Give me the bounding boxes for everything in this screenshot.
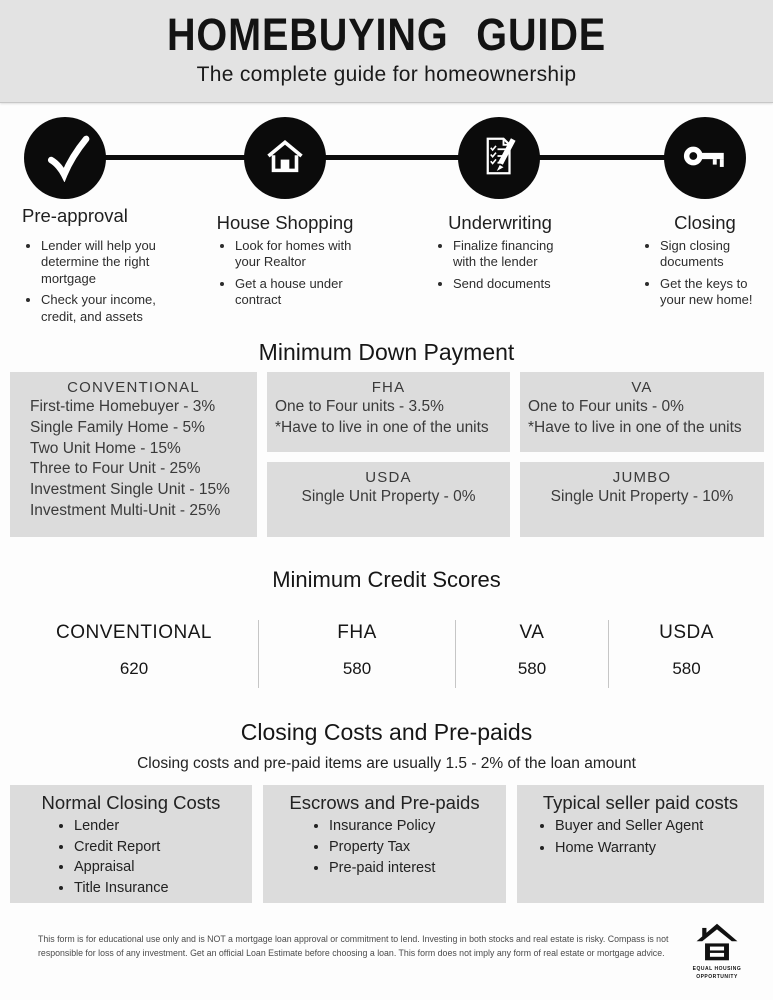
down-payment-grid — [10, 372, 764, 538]
page-title-text: HOMEBUYING GUIDE — [166, 9, 607, 60]
credit-score-va — [455, 620, 608, 688]
credit-score-value: 580 — [517, 659, 547, 678]
closing-costs-grid — [10, 785, 764, 903]
box-heading: VA — [631, 379, 653, 396]
box-heading: Typical seller paid costs — [542, 792, 739, 813]
key-icon — [680, 131, 730, 186]
down-payment-line: Single Unit Property - 0% — [301, 488, 476, 505]
step-bullet: • Sign closing documents — [660, 238, 772, 271]
down-payment-line: Investment Multi-Unit - 25% — [30, 501, 221, 519]
closing-cost-item: • Credit Report — [74, 837, 252, 858]
credit-score-value: 580 — [672, 659, 701, 678]
box-heading: JUMBO — [612, 469, 672, 486]
box-heading: Escrows and Pre-paids — [289, 792, 480, 813]
closing-cost-item: • Pre-paid interest — [329, 858, 506, 879]
box-heading: Normal Closing Costs — [41, 792, 221, 813]
step-bullet: • Send documents — [453, 276, 573, 292]
credit-score-label: USDA — [659, 622, 714, 643]
box-heading: CONVENTIONAL — [67, 379, 200, 396]
closing-costs-subtitle: Closing costs and pre-paid items are usually 1.5 - 2% of the loan amount — [137, 755, 636, 772]
down-payment-title: Minimum Down Payment — [258, 339, 515, 365]
step-bullet: • Lender will help you determine the right mortgage — [41, 238, 181, 287]
down-payment-line: Investment Single Unit - 15% — [30, 481, 230, 499]
box-lines — [267, 487, 510, 508]
credit-score-fha — [258, 620, 455, 688]
step-bullet: • Get the keys to your new home! — [660, 276, 772, 309]
closing-cost-item: • Buyer and Seller Agent — [555, 816, 764, 838]
step-title-closing: Closing — [674, 212, 736, 233]
disclaimer-text: This form is for educational use only and is NOT a mortgage loan approval or commitment to lend. Investing in both stocks and real estate is risky. Compass is not responsible for loss of any investment. Get an official Loan Estimate before choosing a loan. This form does not imply any form of real estate or mortgage advice. — [38, 934, 669, 958]
step-bullets-house-shopping — [220, 238, 357, 314]
equal-housing-text-line1: EQUAL HOUSING — [692, 966, 742, 972]
box-lines — [520, 397, 764, 439]
step-bullets-preapproval — [26, 238, 181, 330]
credit-score-value: 620 — [119, 659, 149, 678]
box-lines — [10, 397, 257, 522]
down-payment-line: Single Unit Property - 10% — [550, 488, 734, 505]
step-bullet: • Finalize financing with the lender — [453, 238, 573, 271]
down-payment-box-usda — [267, 462, 510, 537]
credit-score-label: CONVENTIONAL — [56, 622, 212, 643]
equal-housing-logo — [686, 923, 748, 981]
box-lines — [520, 487, 764, 508]
down-payment-box-conventional — [10, 372, 257, 537]
down-payment-line: Single Family Home - 5% — [30, 418, 205, 436]
credit-score-usda — [608, 620, 764, 688]
down-payment-line: Two Unit Home - 15% — [30, 439, 181, 457]
equal-housing-house-icon — [695, 948, 739, 965]
header — [0, 0, 773, 103]
step-title-underwriting: Underwriting — [448, 212, 552, 233]
page-title — [0, 9, 773, 60]
down-payment-line: One to Four units - 0% — [528, 398, 684, 415]
credit-score-label: VA — [519, 622, 545, 643]
closing-costs-box-normal — [10, 785, 252, 903]
box-bullets — [539, 816, 764, 859]
box-bullets — [58, 816, 252, 898]
step-bullets-closing — [645, 238, 772, 314]
credit-score-value: 580 — [342, 659, 372, 678]
credit-scores-row — [10, 620, 764, 688]
page-subtitle: The complete guide for homeownership — [196, 63, 577, 86]
step-bullet: • Look for homes with your Realtor — [235, 238, 357, 271]
house-icon — [262, 133, 308, 184]
closing-cost-item: • Appraisal — [74, 857, 252, 878]
down-payment-box-jumbo — [520, 462, 764, 537]
timeline-connector — [65, 155, 705, 160]
check-icon — [39, 130, 91, 187]
down-payment-box-fha — [267, 372, 510, 452]
step-circle-preapproval — [24, 117, 106, 199]
box-heading: FHA — [371, 379, 406, 396]
step-circle-closing — [664, 117, 746, 199]
step-bullet: • Check your income, credit, and assets — [41, 292, 181, 325]
down-payment-line: One to Four units - 3.5% — [275, 398, 444, 415]
timeline — [0, 102, 773, 338]
step-circle-underwriting — [458, 117, 540, 199]
closing-cost-item: • Property Tax — [329, 837, 506, 858]
closing-cost-item: • Lender — [74, 816, 252, 837]
down-payment-line: *Have to live in one of the units — [528, 418, 742, 436]
box-bullets — [313, 816, 506, 879]
step-bullet: • Get a house under contract — [235, 276, 357, 309]
step-bullets-underwriting — [438, 238, 573, 297]
step-circle-house-shopping — [244, 117, 326, 199]
credit-score-conventional — [10, 620, 258, 688]
closing-cost-item: • Home Warranty — [555, 838, 764, 860]
down-payment-line: First-time Homebuyer - 3% — [30, 398, 216, 415]
credit-score-label: FHA — [337, 622, 377, 643]
down-payment-line: *Have to live in one of the units — [275, 418, 489, 436]
equal-housing-text-line2: OPPORTUNITY — [696, 973, 738, 980]
closing-costs-box-seller-paid — [517, 785, 764, 903]
down-payment-line: Three to Four Unit - 25% — [30, 460, 201, 478]
credit-scores-title: Minimum Credit Scores — [272, 567, 501, 592]
step-title-house-shopping: House Shopping — [216, 212, 354, 233]
closing-costs-title: Closing Costs and Pre-paids — [240, 719, 533, 745]
closing-costs-box-escrows — [263, 785, 506, 903]
closing-cost-item: • Title Insurance — [74, 878, 252, 899]
step-title-preapproval: Pre-approval — [22, 205, 128, 226]
closing-cost-item: • Insurance Policy — [329, 816, 506, 837]
down-payment-box-va — [520, 372, 764, 452]
box-heading: USDA — [365, 469, 412, 486]
checklist-pen-icon — [475, 132, 523, 185]
box-lines — [267, 397, 510, 439]
